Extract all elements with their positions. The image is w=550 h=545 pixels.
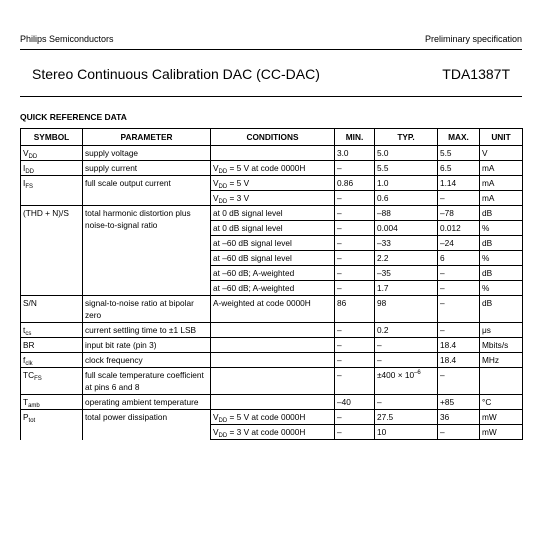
symbol-text: BR bbox=[23, 340, 35, 350]
symbol-subscript: amb bbox=[28, 403, 40, 409]
conditions-text-rest: = 5 V at code 0000H bbox=[227, 412, 306, 422]
table-row bbox=[21, 353, 523, 368]
quick-reference-table bbox=[20, 128, 523, 440]
column-header: PARAMETER bbox=[83, 129, 211, 146]
conditions-text: at 0 dB signal level bbox=[213, 223, 283, 233]
table-row bbox=[21, 323, 523, 338]
typ-cell bbox=[375, 395, 438, 410]
min-cell: – bbox=[335, 161, 375, 176]
typ-value: 27.5 bbox=[377, 412, 394, 422]
conditions-text: V bbox=[213, 178, 219, 188]
table-header-row bbox=[21, 129, 523, 146]
min-cell: – bbox=[335, 281, 375, 296]
conditions-cell bbox=[211, 425, 335, 440]
document-title: Stereo Continuous Calibration DAC (CC-DAC) bbox=[32, 66, 320, 82]
conditions-cell bbox=[211, 191, 335, 206]
symbol-text: S/N bbox=[23, 298, 37, 308]
min-cell: 0.86 bbox=[335, 176, 375, 191]
min-cell: – bbox=[335, 368, 375, 395]
spec-status: Preliminary specification bbox=[424, 34, 522, 44]
conditions-cell bbox=[211, 206, 335, 221]
typ-value: ±400 × 10 bbox=[377, 370, 415, 380]
min-cell: – bbox=[335, 425, 375, 440]
conditions-text: V bbox=[213, 163, 219, 173]
table-row bbox=[21, 395, 523, 410]
max-cell: 6.5 bbox=[438, 161, 480, 176]
min-cell: –40 bbox=[335, 395, 375, 410]
conditions-text: at –60 dB signal level bbox=[213, 253, 292, 263]
conditions-text-rest: = 3 V bbox=[227, 193, 250, 203]
min-cell: 3.0 bbox=[335, 146, 375, 161]
symbol-cell bbox=[21, 353, 83, 368]
parameter-cell: supply current bbox=[83, 161, 211, 176]
typ-cell bbox=[375, 236, 438, 251]
conditions-cell bbox=[211, 221, 335, 236]
symbol-subscript: clk bbox=[25, 361, 33, 367]
conditions-text-rest: = 3 V at code 0000H bbox=[227, 427, 306, 437]
conditions-cell bbox=[211, 353, 335, 368]
symbol-text: f bbox=[23, 355, 26, 365]
symbol-cell bbox=[21, 146, 83, 161]
symbol-cell bbox=[21, 296, 83, 323]
max-cell: – bbox=[438, 281, 480, 296]
unit-cell: mW bbox=[480, 425, 523, 440]
typ-cell bbox=[375, 266, 438, 281]
min-cell: – bbox=[335, 338, 375, 353]
symbol-subscript: DD bbox=[28, 154, 38, 160]
conditions-cell bbox=[211, 368, 335, 395]
unit-cell: μs bbox=[480, 323, 523, 338]
table-body bbox=[21, 146, 523, 440]
unit-cell: V bbox=[480, 146, 523, 161]
unit-cell: % bbox=[480, 251, 523, 266]
company-name: Philips Semiconductors bbox=[20, 34, 114, 44]
min-cell: – bbox=[335, 410, 375, 425]
typ-value: 1.7 bbox=[377, 283, 389, 293]
typ-cell bbox=[375, 221, 438, 236]
parameter-cell: input bit rate (pin 3) bbox=[83, 338, 211, 353]
conditions-text: A-weighted at code 0000H bbox=[213, 298, 311, 308]
conditions-cell bbox=[211, 236, 335, 251]
typ-value: 2.2 bbox=[377, 253, 389, 263]
typ-value: –35 bbox=[377, 268, 391, 278]
part-number: TDA1387T bbox=[442, 66, 510, 82]
table-row bbox=[21, 296, 523, 323]
min-cell: – bbox=[335, 191, 375, 206]
symbol-cell bbox=[21, 410, 83, 440]
parameter-cell: total harmonic distortion plus noise-to-signal ratio bbox=[83, 206, 211, 296]
column-header: SYMBOL bbox=[21, 129, 83, 146]
conditions-text: V bbox=[213, 412, 219, 422]
conditions-cell bbox=[211, 176, 335, 191]
symbol-subscript: cs bbox=[25, 331, 32, 337]
max-cell: 5.5 bbox=[438, 146, 480, 161]
typ-cell bbox=[375, 251, 438, 266]
column-header: MIN. bbox=[335, 129, 375, 146]
min-cell: – bbox=[335, 236, 375, 251]
symbol-text: I bbox=[23, 163, 26, 173]
conditions-cell bbox=[211, 410, 335, 425]
unit-cell: dB bbox=[480, 266, 523, 281]
typ-cell bbox=[375, 338, 438, 353]
symbol-text: TC bbox=[23, 370, 35, 380]
symbol-text: P bbox=[23, 412, 29, 422]
parameter-cell: operating ambient temperature bbox=[83, 395, 211, 410]
conditions-text-rest: = 5 V bbox=[227, 178, 250, 188]
conditions-text: V bbox=[213, 193, 219, 203]
typ-cell bbox=[375, 425, 438, 440]
unit-cell: mA bbox=[480, 161, 523, 176]
unit-cell: MHz bbox=[480, 353, 523, 368]
symbol-subscript: tot bbox=[28, 418, 36, 424]
conditions-text: at –60 dB; A-weighted bbox=[213, 283, 295, 293]
unit-cell: dB bbox=[480, 206, 523, 221]
conditions-cell bbox=[211, 395, 335, 410]
typ-cell bbox=[375, 368, 438, 395]
symbol-text: V bbox=[23, 148, 29, 158]
table-row bbox=[21, 161, 523, 176]
conditions-cell bbox=[211, 281, 335, 296]
max-cell: 36 bbox=[438, 410, 480, 425]
table-row bbox=[21, 146, 523, 161]
section-title: QUICK REFERENCE DATA bbox=[20, 112, 127, 122]
max-cell: +85 bbox=[438, 395, 480, 410]
conditions-cell bbox=[211, 323, 335, 338]
symbol-text: T bbox=[23, 397, 29, 407]
unit-cell bbox=[480, 368, 523, 395]
symbol-cell bbox=[21, 161, 83, 176]
max-cell: 18.4 bbox=[438, 353, 480, 368]
max-cell: –24 bbox=[438, 236, 480, 251]
conditions-text-rest: = 5 V at code 0000H bbox=[227, 163, 306, 173]
unit-cell: dB bbox=[480, 236, 523, 251]
typ-cell bbox=[375, 323, 438, 338]
max-cell: – bbox=[438, 296, 480, 323]
max-cell: – bbox=[438, 368, 480, 395]
symbol-cell bbox=[21, 368, 83, 395]
unit-cell: % bbox=[480, 221, 523, 236]
conditions-cell bbox=[211, 338, 335, 353]
symbol-subscript: FS bbox=[34, 376, 42, 382]
conditions-subscript: DD bbox=[218, 418, 228, 424]
symbol-cell bbox=[21, 338, 83, 353]
max-cell: 0.012 bbox=[438, 221, 480, 236]
symbol-cell bbox=[21, 323, 83, 338]
unit-cell: dB bbox=[480, 296, 523, 323]
title-rule bbox=[20, 96, 522, 97]
typ-cell bbox=[375, 353, 438, 368]
typ-cell bbox=[375, 206, 438, 221]
typ-value: 5.0 bbox=[377, 148, 389, 158]
column-header: CONDITIONS bbox=[211, 129, 335, 146]
conditions-subscript: DD bbox=[218, 433, 228, 439]
column-header: MAX. bbox=[438, 129, 480, 146]
parameter-cell: full scale output current bbox=[83, 176, 211, 206]
typ-value: 98 bbox=[377, 298, 387, 308]
table-row bbox=[21, 410, 523, 425]
column-header: TYP. bbox=[375, 129, 438, 146]
symbol-text: t bbox=[23, 325, 26, 335]
max-cell: 6 bbox=[438, 251, 480, 266]
unit-cell: mA bbox=[480, 191, 523, 206]
parameter-cell: full scale temperature coefficient at pins 6 and 8 bbox=[83, 368, 211, 395]
parameter-cell: signal-to-noise ratio at bipolar zero bbox=[83, 296, 211, 323]
conditions-subscript: DD bbox=[218, 199, 228, 205]
table-row bbox=[21, 206, 523, 221]
symbol-cell bbox=[21, 206, 83, 296]
typ-value: 1.0 bbox=[377, 178, 389, 188]
typ-cell bbox=[375, 146, 438, 161]
max-cell: – bbox=[438, 191, 480, 206]
min-cell: – bbox=[335, 323, 375, 338]
min-cell: – bbox=[335, 266, 375, 281]
min-cell: 86 bbox=[335, 296, 375, 323]
symbol-cell bbox=[21, 395, 83, 410]
parameter-cell: supply voltage bbox=[83, 146, 211, 161]
conditions-subscript: DD bbox=[218, 184, 228, 190]
typ-cell bbox=[375, 410, 438, 425]
unit-cell: mW bbox=[480, 410, 523, 425]
parameter-cell: clock frequency bbox=[83, 353, 211, 368]
parameter-cell: current settling time to ±1 LSB bbox=[83, 323, 211, 338]
conditions-cell bbox=[211, 161, 335, 176]
min-cell: – bbox=[335, 353, 375, 368]
column-header: UNIT bbox=[480, 129, 523, 146]
conditions-cell bbox=[211, 266, 335, 281]
conditions-text: at –60 dB; A-weighted bbox=[213, 268, 295, 278]
min-cell: – bbox=[335, 206, 375, 221]
conditions-cell bbox=[211, 251, 335, 266]
typ-cell bbox=[375, 191, 438, 206]
max-cell: – bbox=[438, 266, 480, 281]
typ-cell bbox=[375, 281, 438, 296]
typ-value: –88 bbox=[377, 208, 391, 218]
header-rule bbox=[20, 49, 522, 50]
typ-cell bbox=[375, 161, 438, 176]
unit-cell: % bbox=[480, 281, 523, 296]
typ-exponent: –6 bbox=[414, 370, 421, 376]
max-cell: –78 bbox=[438, 206, 480, 221]
typ-cell bbox=[375, 296, 438, 323]
typ-value: – bbox=[377, 355, 382, 365]
max-cell: 1.14 bbox=[438, 176, 480, 191]
conditions-text: V bbox=[213, 427, 219, 437]
conditions-cell bbox=[211, 146, 335, 161]
max-cell: – bbox=[438, 323, 480, 338]
typ-value: 5.5 bbox=[377, 163, 389, 173]
symbol-subscript: DD bbox=[25, 169, 34, 175]
symbol-cell bbox=[21, 176, 83, 206]
parameter-cell: total power dissipation bbox=[83, 410, 211, 440]
min-cell: – bbox=[335, 221, 375, 236]
conditions-text: at 0 dB signal level bbox=[213, 208, 283, 218]
typ-value: – bbox=[377, 397, 382, 407]
unit-cell: °C bbox=[480, 395, 523, 410]
conditions-cell bbox=[211, 296, 335, 323]
table-row bbox=[21, 368, 523, 395]
unit-cell: mA bbox=[480, 176, 523, 191]
unit-cell: Mbits/s bbox=[480, 338, 523, 353]
min-cell: – bbox=[335, 251, 375, 266]
typ-value: – bbox=[377, 340, 382, 350]
table-row bbox=[21, 338, 523, 353]
max-cell: 18.4 bbox=[438, 338, 480, 353]
symbol-text: I bbox=[23, 178, 26, 188]
typ-value: –33 bbox=[377, 238, 391, 248]
typ-value: 0.6 bbox=[377, 193, 389, 203]
typ-value: 10 bbox=[377, 427, 387, 437]
typ-value: 0.2 bbox=[377, 325, 389, 335]
typ-cell bbox=[375, 176, 438, 191]
symbol-text: (THD + N)/S bbox=[23, 208, 69, 218]
table-row bbox=[21, 176, 523, 191]
symbol-subscript: FS bbox=[25, 184, 33, 190]
conditions-text: at –60 dB signal level bbox=[213, 238, 292, 248]
conditions-subscript: DD bbox=[218, 169, 228, 175]
typ-value: 0.004 bbox=[377, 223, 398, 233]
max-cell: – bbox=[438, 425, 480, 440]
